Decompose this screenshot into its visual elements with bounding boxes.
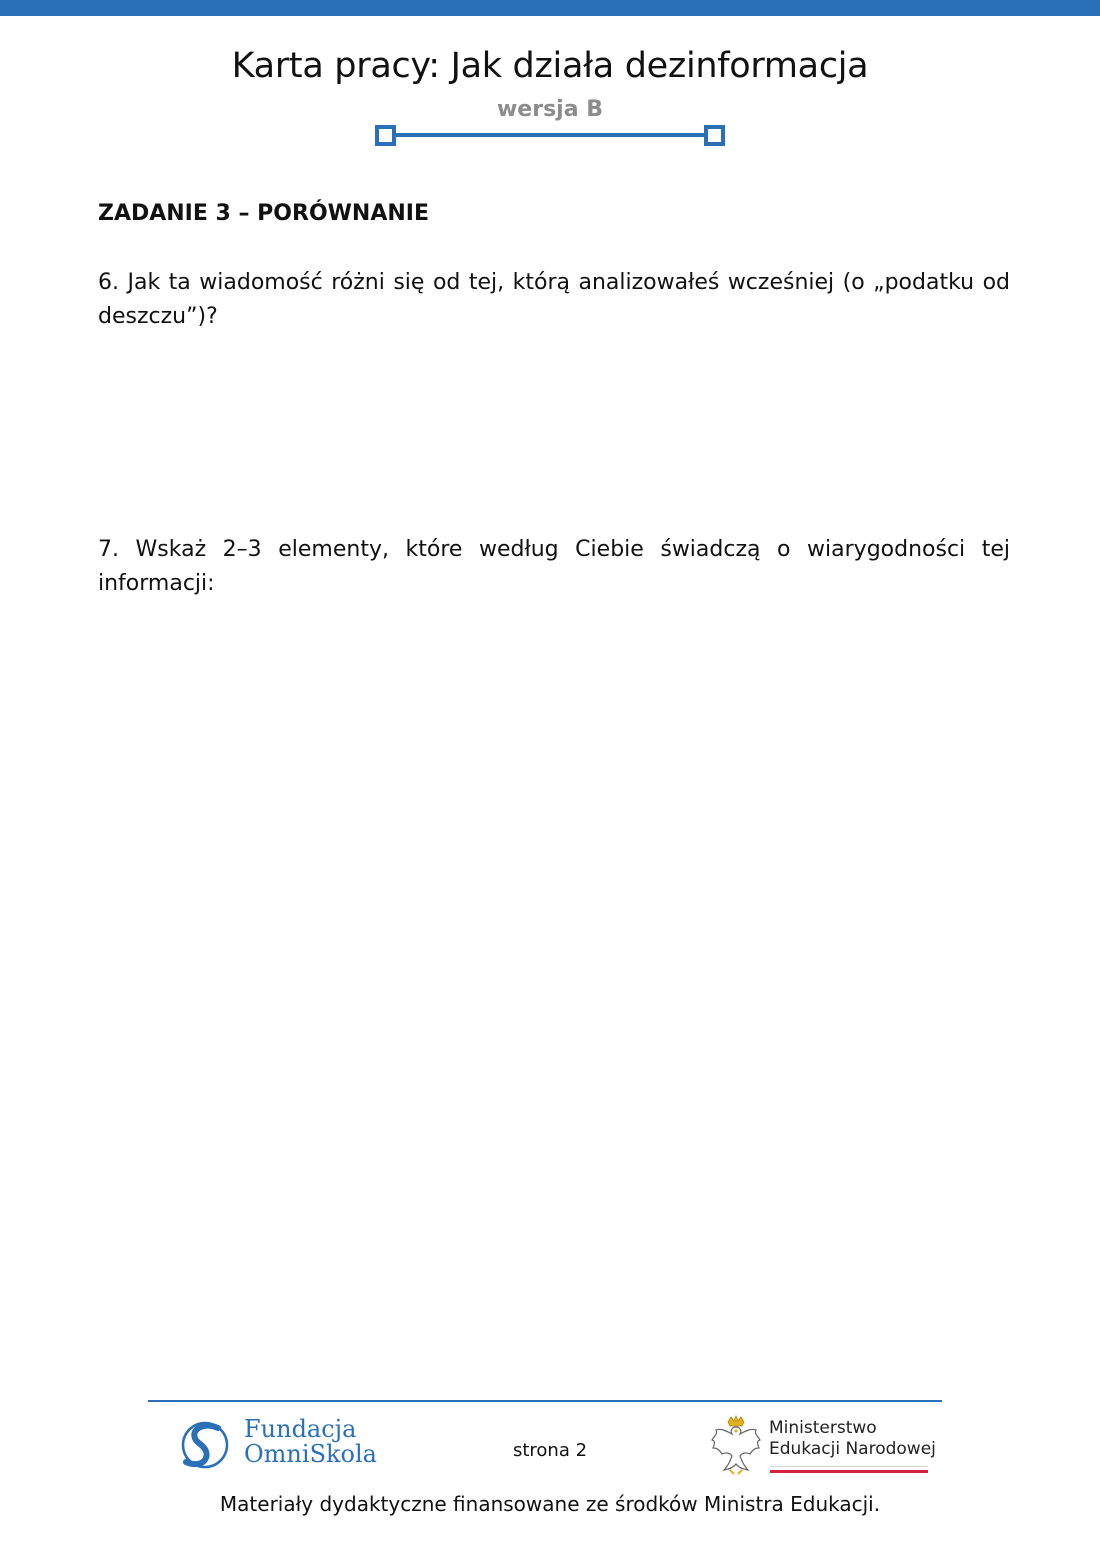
omniskola-line2: OmniSkola <box>244 1440 377 1468</box>
men-logo <box>708 1414 938 1478</box>
top-accent-bar <box>0 0 1100 16</box>
omniskola-line1: Fundacja <box>244 1415 357 1443</box>
omniskola-logo <box>178 1416 398 1476</box>
polish-eagle-icon <box>708 1414 764 1476</box>
version-label: wersja B <box>496 97 603 122</box>
omniskola-s-icon <box>178 1416 234 1472</box>
question-6: 6. Jak ta wiadomość różni się od tej, którą analizowałeś wcześniej (o „podatku od deszczu”)? <box>98 270 1010 329</box>
funding-note: Materiały dydaktyczne finansowane ze środków Ministra Edukacji. <box>219 1492 881 1516</box>
question-7: 7. Wskaż 2–3 elementy, które według Ciebie świadczą o wiarygodności tej informacji: <box>98 537 1010 596</box>
title-underline-decoration <box>374 124 726 146</box>
page-title: Karta pracy: Jak działa dezinformacja <box>231 46 869 86</box>
task-heading: ZADANIE 3 – PORÓWNANIE <box>98 201 429 226</box>
men-line2: Edukacji Narodowej <box>769 1439 936 1459</box>
men-line1: Ministerstwo <box>769 1418 877 1438</box>
polish-flag-stripe <box>770 1466 928 1472</box>
page-number: strona 2 <box>512 1440 588 1461</box>
footer-divider <box>148 1400 942 1402</box>
